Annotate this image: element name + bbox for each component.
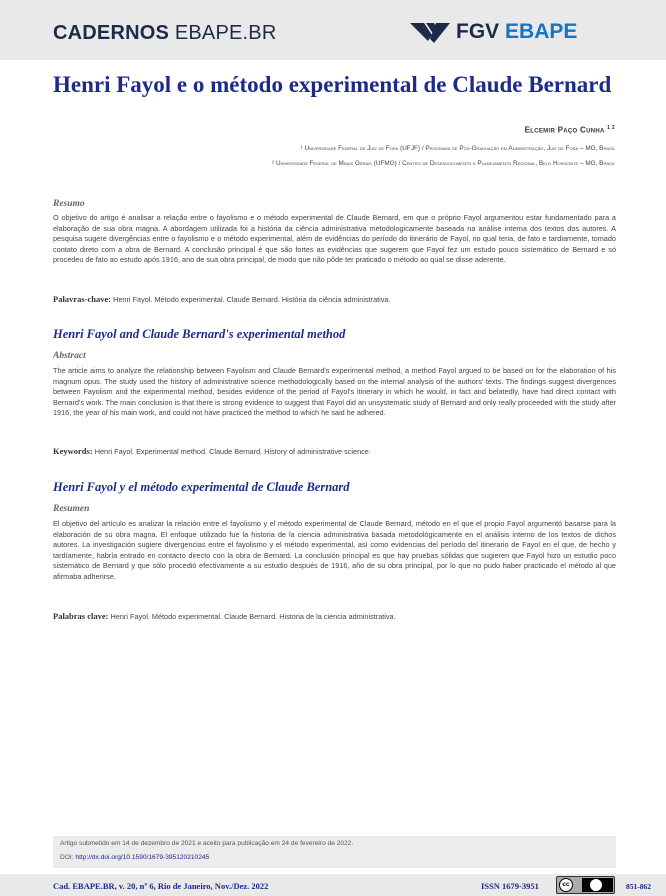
- english-section-title: Henri Fayol and Claude Bernard's experimental method: [53, 327, 346, 341]
- article-title: Henri Fayol e o método experimental de Claude Bernard: [53, 72, 612, 97]
- resumo-keywords: [53, 294, 616, 304]
- journal-logo: CADERNOS EBAPE.BR: [53, 22, 277, 44]
- abstract-label: Abstract: [53, 351, 86, 361]
- affiliation-1: ¹ Universidade Federal de Juiz de Fora (UFJF) / Programa de Pós-Graduação em Administração, Juiz de Fora – MG, Brasil: [300, 145, 615, 152]
- footer-issn: ISSN 1679-3951: [481, 881, 539, 891]
- footer-citation: Cad. EBAPE.BR, v. 20, nº 6, Rio de Janeiro, Nov./Dez. 2022: [53, 881, 269, 891]
- submission-note: [53, 836, 616, 868]
- keywords-label: Palavras-chave:: [53, 294, 112, 304]
- ebape-text: EBAPE: [505, 20, 578, 43]
- doi-label: DOI:: [60, 854, 74, 861]
- fgv-mark-icon: [410, 23, 450, 43]
- cc-by-license-icon[interactable]: [556, 876, 615, 894]
- fgv-text: FGV: [456, 20, 500, 43]
- author-name: Elcemir Paço Cunha: [524, 125, 605, 135]
- journal-header: [0, 0, 666, 60]
- doi-line: [60, 854, 209, 861]
- doi-link[interactable]: http://dx.doi.org/10.1590/1679-395120210245: [75, 854, 210, 861]
- spanish-keywords: [53, 611, 616, 621]
- resumen-label: Resumen: [53, 504, 90, 514]
- resumen-text: El objetivo del artículo es analizar la relación entre el fayolismo y el método experimental de Claude Bernard, método en el que el propio Fayol argumentó basarse para la elaboración de su obra magna. El enfoque utilizado fue la historia de la ciencia administrativa basada metodológicamente en el análisis interno de los textos de dichos autores. La investigación sugiere divergencias entre el fayolismo y el método experimental, así como evidencias del período del itinerario de Fayol en el que, de hecho y tardíamente, habría entrado en contacto directo con la obra de Bernard. La conclusión principal es que hay pruebas sólidas que sugieren que Fayol hizo un estudio poco sistemático de Bernard y que sólo procedió efectivamente a su estudio después de 1916, año de su obra principal, por lo que no pudo haber practicado el método al que afirmaba adherirse.: [53, 519, 616, 581]
- spanish-section-title: Henri Fayol y el método experimental de Claude Bernard: [53, 480, 350, 494]
- resumo-text: O objetivo do artigo é analisar a relação entre o fayolismo e o método experimental de Claude Bernard, em que o próprio Fayol argumentou estar fundamentado para a elaboração de sua obra magna. A abordagem utilizada foi a história da ciência administrativa metodologicamente baseada na análise interna dos textos dos autores. A pesquisa sugere divergências entre o fayolismo e o método experimental, além de evidências do período do itinerário de Fayol, no qual teria, de fato e tardiamente, tomado contato direto com a obra de Bernard. A conclusão principal é que são fortes as evidências que sugerem que Fayol fez um estudo pouco sistemático de Bernard e só procedeu de fato ao estudo após 1916, ano de sua obra principal, de modo que não pôde ter praticado o método ao qual se disse aderente.: [53, 213, 616, 265]
- resumo-label: Resumo: [53, 199, 85, 209]
- author-line: [525, 125, 615, 135]
- by-label: BY: [593, 887, 599, 892]
- keywords-text: Henri Fayol. Experimental method. Claude Bernard. History of administrative science.: [94, 447, 371, 456]
- keywords-label: Palabras clave:: [53, 611, 109, 621]
- cc-icon: cc: [559, 878, 573, 892]
- page-range: 851-862: [626, 882, 651, 891]
- english-keywords: [53, 446, 616, 456]
- keywords-label: Keywords:: [53, 446, 93, 456]
- page-footer: [0, 874, 666, 896]
- keywords-text: Henri Fayol. Método experimental. Claude Bernard. História da ciência administrativa.: [113, 295, 391, 304]
- abstract-text: The article aims to analyze the relationship between Fayolism and Claude Bernard's experimental method, a method Fayol argued to be based on for the elaboration of his magnum opus. The study used the history of administrative science methodologically based on the internal analysis of the authors' texts. The findings suggest divergences between Fayolism and the experimental method, besides evidence of the period of Fayol's itinerary in which he would, in fact and belatedly, have had direct contact with Bernard's work. The main conclusion is that there is strong evidence to suggest that Fayol did an unsystematic study of Bernard and only really proceeded with the study after 1916, the year of his main work, and could not have practiced the method to which he said he adhered.: [53, 366, 616, 418]
- submission-dates: Artigo submetido em 14 de dezembro de 2021 e aceito para publicação em 24 de fevereiro de 2022.: [60, 840, 354, 847]
- affiliation-2: ² Universidade Federal de Minas Gerais (UFMG) / Centro de Desenvolvimento e Planejamento Regional, Belo Horizonte – MG, Brasil: [272, 160, 615, 167]
- keywords-text: Henri Fayol. Método experimental. Claude Bernard. Historia de la ciencia administrativa.: [110, 612, 396, 621]
- author-superscript: 1 2: [607, 125, 615, 131]
